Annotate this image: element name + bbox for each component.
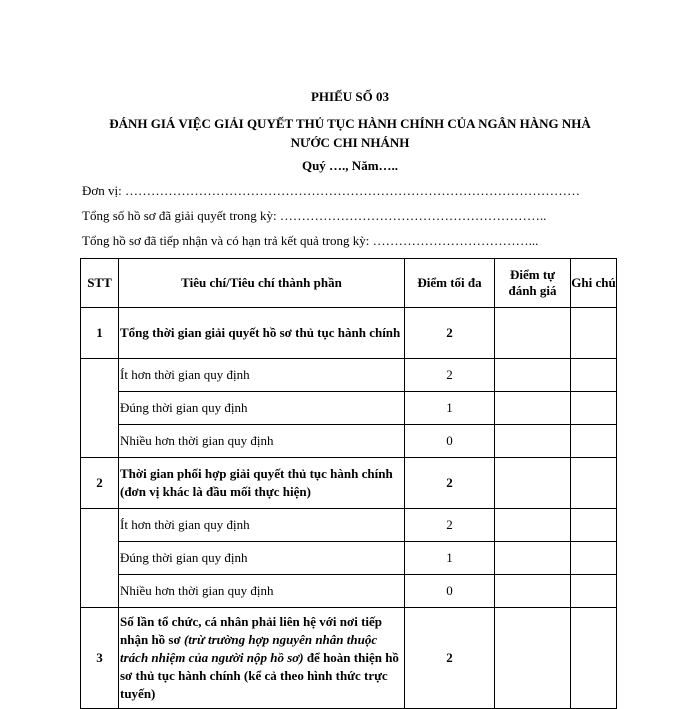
row-self-score-cell[interactable] xyxy=(495,458,571,509)
unit-line: Đơn vị: …………………………………………………………………………………………… xyxy=(82,183,580,198)
row-note-cell[interactable] xyxy=(571,392,617,425)
table-row xyxy=(81,308,617,359)
row-self-score-cell[interactable] xyxy=(495,509,571,542)
table-header-row xyxy=(81,259,617,308)
row-criteria xyxy=(119,608,405,709)
header-note: Ghi chú xyxy=(571,259,617,308)
row-stt-empty xyxy=(81,359,119,458)
row-criteria: Thời gian phối hợp giải quyết thủ tục hành chính (đơn vị khác là đầu mối thực hiện) xyxy=(119,458,405,509)
row-max-score: 2 xyxy=(405,608,495,709)
period-line: Quý …., Năm….. xyxy=(301,158,399,173)
form-title: ĐÁNH GIÁ VIỆC GIẢI QUYẾT THỦ TỤC HÀNH CHÍNH CỦA NGÂN HÀNG NHÀ NƯỚC CHI NHÁNH xyxy=(109,116,591,150)
row-self-score-cell[interactable] xyxy=(495,608,571,709)
row-criteria: Đúng thời gian quy định xyxy=(119,392,405,425)
total-resolved-line: Tổng số hồ sơ đã giải quyết trong kỳ: …………………………………………………….. xyxy=(82,208,547,223)
row-stt: 3 xyxy=(81,608,119,709)
row-note-cell[interactable] xyxy=(571,359,617,392)
criteria-text-part1: Số lần tổ chức, cá nhân phải liên hệ với nơi tiếp nhận hồ sơ xyxy=(120,614,383,647)
row-max-score: 0 xyxy=(405,425,495,458)
row-stt: 1 xyxy=(81,308,119,359)
row-criteria: Nhiều hơn thời gian quy định xyxy=(119,575,405,608)
row-stt-empty xyxy=(81,509,119,608)
row-self-score-cell[interactable] xyxy=(495,425,571,458)
row-self-score-cell[interactable] xyxy=(495,392,571,425)
row-max-score: 1 xyxy=(405,542,495,575)
row-criteria: Ít hơn thời gian quy định xyxy=(119,509,405,542)
row-note-cell[interactable] xyxy=(571,308,617,359)
criteria-text-part2: để hoàn thiện hồ sơ thủ tục hành chính (kể cả theo hình thức trực tuyến) xyxy=(120,650,399,701)
header-criteria: Tiêu chí/Tiêu chí thành phần xyxy=(119,259,405,308)
row-max-score: 2 xyxy=(405,359,495,392)
row-note-cell[interactable] xyxy=(571,509,617,542)
row-self-score-cell[interactable] xyxy=(495,308,571,359)
row-criteria: Đúng thời gian quy định xyxy=(119,542,405,575)
row-criteria: Nhiều hơn thời gian quy định xyxy=(119,425,405,458)
table-row xyxy=(81,509,617,542)
table-row xyxy=(81,608,617,709)
table-row xyxy=(81,359,617,392)
row-criteria: Tổng thời gian giải quyết hồ sơ thủ tục hành chính xyxy=(119,308,405,359)
row-max-score: 2 xyxy=(405,308,495,359)
row-self-score-cell[interactable] xyxy=(495,575,571,608)
row-note-cell[interactable] xyxy=(571,608,617,709)
row-stt: 2 xyxy=(81,458,119,509)
table-row xyxy=(81,458,617,509)
row-note-cell[interactable] xyxy=(571,425,617,458)
row-max-score: 2 xyxy=(405,458,495,509)
row-max-score: 0 xyxy=(405,575,495,608)
row-self-score-cell[interactable] xyxy=(495,542,571,575)
table-row xyxy=(81,425,617,458)
header-self-score: Điểm tự đánh giá xyxy=(495,259,571,308)
row-max-score: 1 xyxy=(405,392,495,425)
table-row xyxy=(81,575,617,608)
row-self-score-cell[interactable] xyxy=(495,359,571,392)
table-row xyxy=(81,392,617,425)
evaluation-table xyxy=(80,258,617,709)
row-max-score: 2 xyxy=(405,509,495,542)
table-row xyxy=(81,542,617,575)
row-note-cell[interactable] xyxy=(571,575,617,608)
total-received-line: Tổng hồ sơ đã tiếp nhận và có hạn trả kết quả trong kỳ: ………………………………... xyxy=(82,233,539,248)
row-note-cell[interactable] xyxy=(571,542,617,575)
header-max-score: Điểm tối đa xyxy=(405,259,495,308)
form-number: PHIẾU SỐ 03 xyxy=(310,89,389,104)
header-stt: STT xyxy=(81,259,119,308)
row-criteria: Ít hơn thời gian quy định xyxy=(119,359,405,392)
criteria-text-italic: (trừ trường hợp nguyên nhân thuộc trách nhiệm của người nộp hồ sơ) xyxy=(120,632,378,665)
row-note-cell[interactable] xyxy=(571,458,617,509)
